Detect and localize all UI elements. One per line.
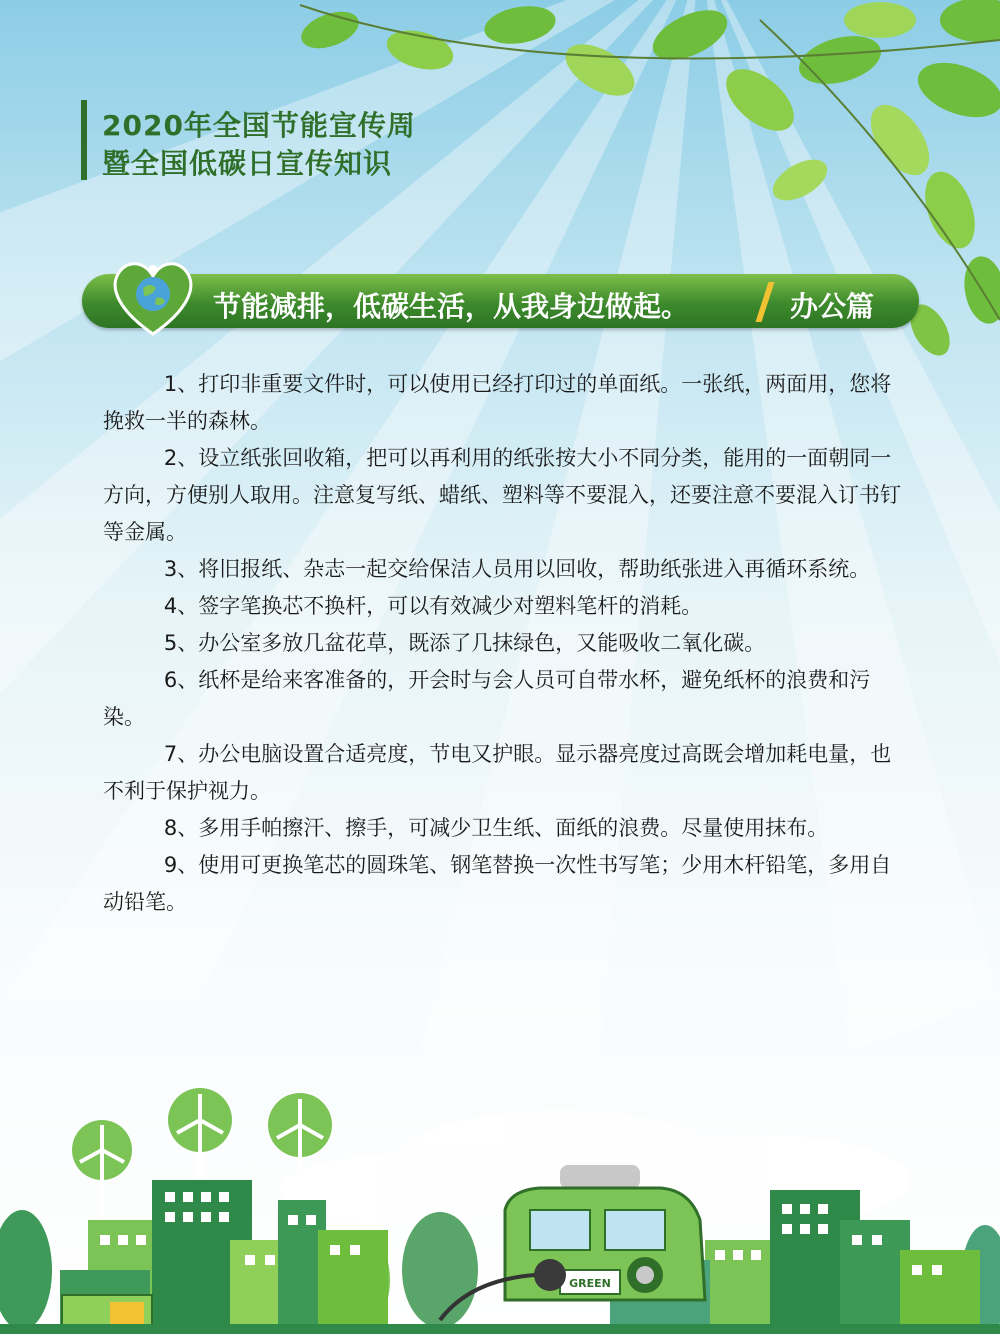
tip-item: 7、办公电脑设置合适亮度，节电又护眼。显示器亮度过高既会增加耗电量，也不利于保护视力。 — [103, 742, 892, 803]
car-plate: GREEN — [569, 1277, 611, 1290]
title-accent-bar — [81, 100, 87, 180]
leaves-decoration — [0, 0, 1000, 420]
page-title-line1: 2020年全国节能宣传周 — [102, 109, 416, 142]
tip-item: 8、多用手帕擦汗、擦手，可减少卫生纸、面纸的浪费。尽量使用抹布。 — [163, 816, 829, 840]
tip-item: 2、设立纸张回收箱，把可以再利用的纸张按大小不同分类，能用的一面朝同一方向，方便别人取用。注意复写纸、蜡纸、塑料等不要混入，还要注意不要混入订书钉等金属。 — [103, 446, 901, 544]
tip-item: 1、打印非重要文件时，可以使用已经打印过的单面纸。一张纸，两面用，您将挽救一半的森林。 — [103, 372, 892, 433]
tips-list — [103, 366, 903, 921]
tip-item: 6、纸杯是给来客准备的，开会时与会人员可自带水杯，避免纸杯的浪费和污染。 — [103, 668, 871, 729]
section-label: 办公篇 — [790, 290, 875, 323]
tip-item: 5、办公室多放几盆花草，既添了几抹绿色，又能吸收二氧化碳。 — [163, 631, 766, 655]
page-title-line2: 暨全国低碳日宣传知识 — [102, 147, 393, 180]
tip-item: 3、将旧报纸、杂志一起交给保洁人员用以回收，帮助纸张进入再循环系统。 — [163, 557, 871, 581]
slogan-text: 节能减排，低碳生活，从我身边做起。 — [213, 290, 690, 323]
tip-item: 9、使用可更换笔芯的圆珠笔、钢笔替换一次性书写笔；少用木杆铅笔，多用自动铅笔。 — [103, 853, 892, 914]
green-heart-globe-icon — [108, 252, 198, 342]
green-city-illustration — [0, 1070, 1000, 1334]
tip-item: 4、签字笔换芯不换杆，可以有效减少对塑料笔杆的消耗。 — [163, 594, 703, 618]
